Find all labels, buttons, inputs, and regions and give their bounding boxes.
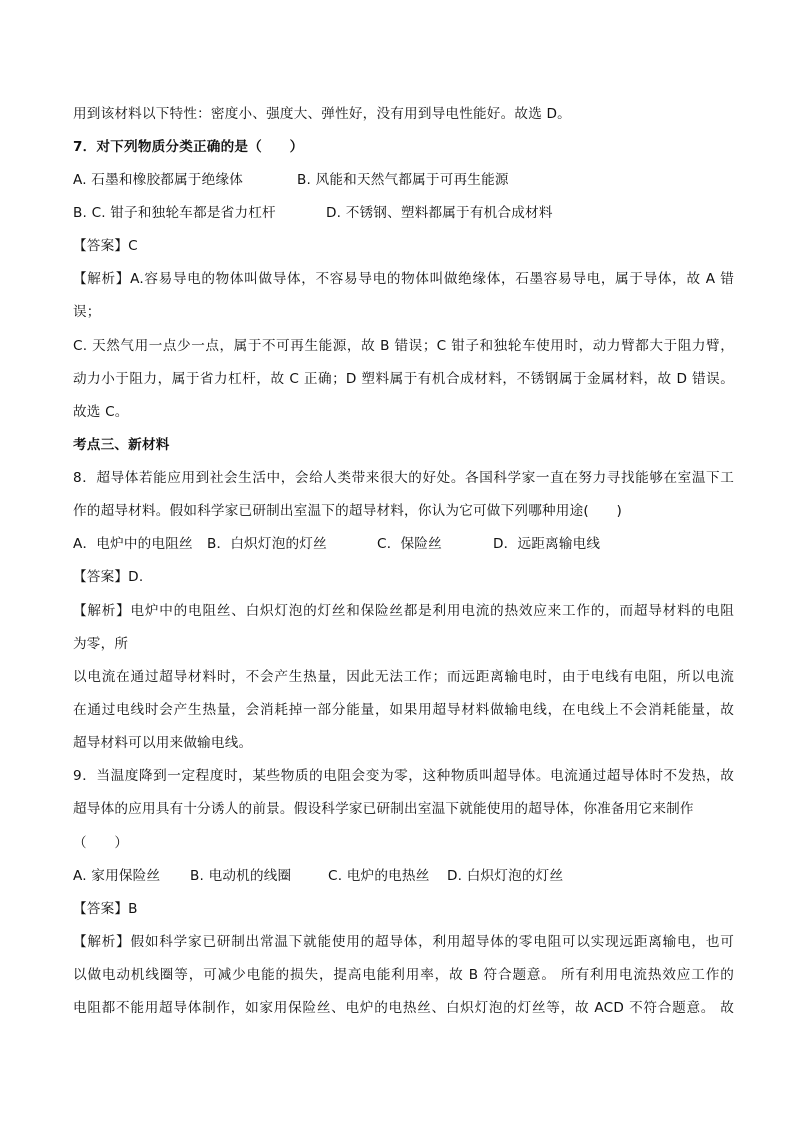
question-8-stem-line-2: 作的超导材料。假如科学家已研制出室温下的超导材料，你认为它可做下列哪种用途( )	[73, 503, 622, 519]
option-c: C. 电炉的电热丝	[328, 868, 430, 884]
analysis-9-line-1: 【解析】假如科学家已研制出常温下就能使用的超导体，利用超导体的零电阻可以实现远距离输电，也可	[73, 934, 734, 950]
analysis-8-line-2: 为零，所	[73, 636, 129, 652]
answer-7: 【答案】C	[73, 238, 138, 254]
analysis-9-line-2: 以做电动机线圈等，可减少电能的损失，提高电能利用率，故 B 符合题意。 所有利用电流热效应工作的	[73, 967, 734, 983]
question-7-options-row-1	[73, 170, 734, 190]
text-line: 用到该材料以下特性：密度小、强度大、弹性好，没有用到导电性能好。故选 D。	[73, 106, 571, 122]
analysis-9-line-3: 电阻都不能用超导体制作，如家用保险丝、电炉的电热丝、白炽灯泡的灯丝等，故 ACD 不符合题意。 故	[73, 1000, 734, 1016]
analysis-8-line-3: 以电流在通过超导材料时，不会产生热量，因此无法工作；而远距离输电时，由于电线有电阻，所以电流	[73, 669, 734, 685]
question-9-stem-line-2: 超导体的应用具有十分诱人的前景。假设科学家已研制出室温下就能使用的超导体，你准备用它来制作	[73, 801, 694, 817]
option-d: D．远距离输电线	[493, 536, 601, 552]
option-d: D. 不锈钢、塑料都属于有机合成材料	[326, 205, 553, 221]
option-c: B. C. 钳子和独轮车都是省力杠杆	[73, 205, 276, 221]
analysis-8-line-4: 在通过电线时会产生热量，会消耗掉一部分能量，如果用超导材料做输电线，在电线上不会消耗能量，故	[73, 702, 734, 718]
question-8-options	[73, 534, 734, 554]
option-a: A．电炉中的电阻丝	[73, 536, 193, 552]
question-7-options-row-2	[73, 203, 734, 223]
option-b: B. 电动机的线圈	[190, 868, 292, 884]
option-a: A. 家用保险丝	[73, 868, 161, 884]
option-a: A. 石墨和橡胶都属于绝缘体	[73, 172, 244, 188]
option-b: B．白炽灯泡的灯丝	[207, 536, 327, 552]
question-8-stem-line-1: 8．超导体若能应用到社会生活中，会给人类带来很大的好处。各国科学家一直在努力寻找能够在室温下工	[73, 470, 734, 486]
option-d: D. 白炽灯泡的灯丝	[447, 868, 564, 884]
analysis-7-line-5: 故选 C。	[73, 404, 129, 420]
option-c: C．保险丝	[377, 536, 442, 552]
analysis-7-line-3: C. 天然气用一点少一点，属于不可再生能源，故 B 错误；C 钳子和独轮车使用时，动力臂都大于阻力臂，	[73, 338, 734, 354]
question-9-stem-line-3: （ ）	[73, 835, 129, 851]
analysis-7-line-2: 误；	[73, 304, 101, 320]
section-heading: 考点三、新材料	[73, 437, 170, 453]
option-b: B. 风能和天然气都属于可再生能源	[297, 172, 509, 188]
question-9-options	[73, 866, 734, 886]
analysis-8-line-5: 超导材料可以用来做输电线。	[73, 735, 253, 751]
analysis-7-line-4: 动力小于阻力，属于省力杠杆，故 C 正确；D 塑料属于有机合成材料，不锈钢属于金属材料，故 D 错误。	[73, 371, 734, 387]
answer-9: 【答案】B	[73, 901, 138, 917]
analysis-7-line-1: 【解析】A.容易导电的物体叫做导体，不容易导电的物体叫做绝缘体，石墨容易导电，属于导体，故 A 错	[73, 271, 734, 287]
answer-8: 【答案】D.	[73, 569, 144, 585]
analysis-8-line-1: 【解析】电炉中的电阻丝、白炽灯泡的灯丝和保险丝都是利用电流的热效应来工作的，而超导材料的电阻	[73, 603, 734, 619]
question-9-stem-line-1: 9．当温度降到一定程度时，某些物质的电阻会变为零，这种物质叫超导体。电流通过超导体时不发热，故	[73, 768, 734, 784]
question-7-stem: 7．对下列物质分类正确的是（ ）	[73, 139, 304, 155]
